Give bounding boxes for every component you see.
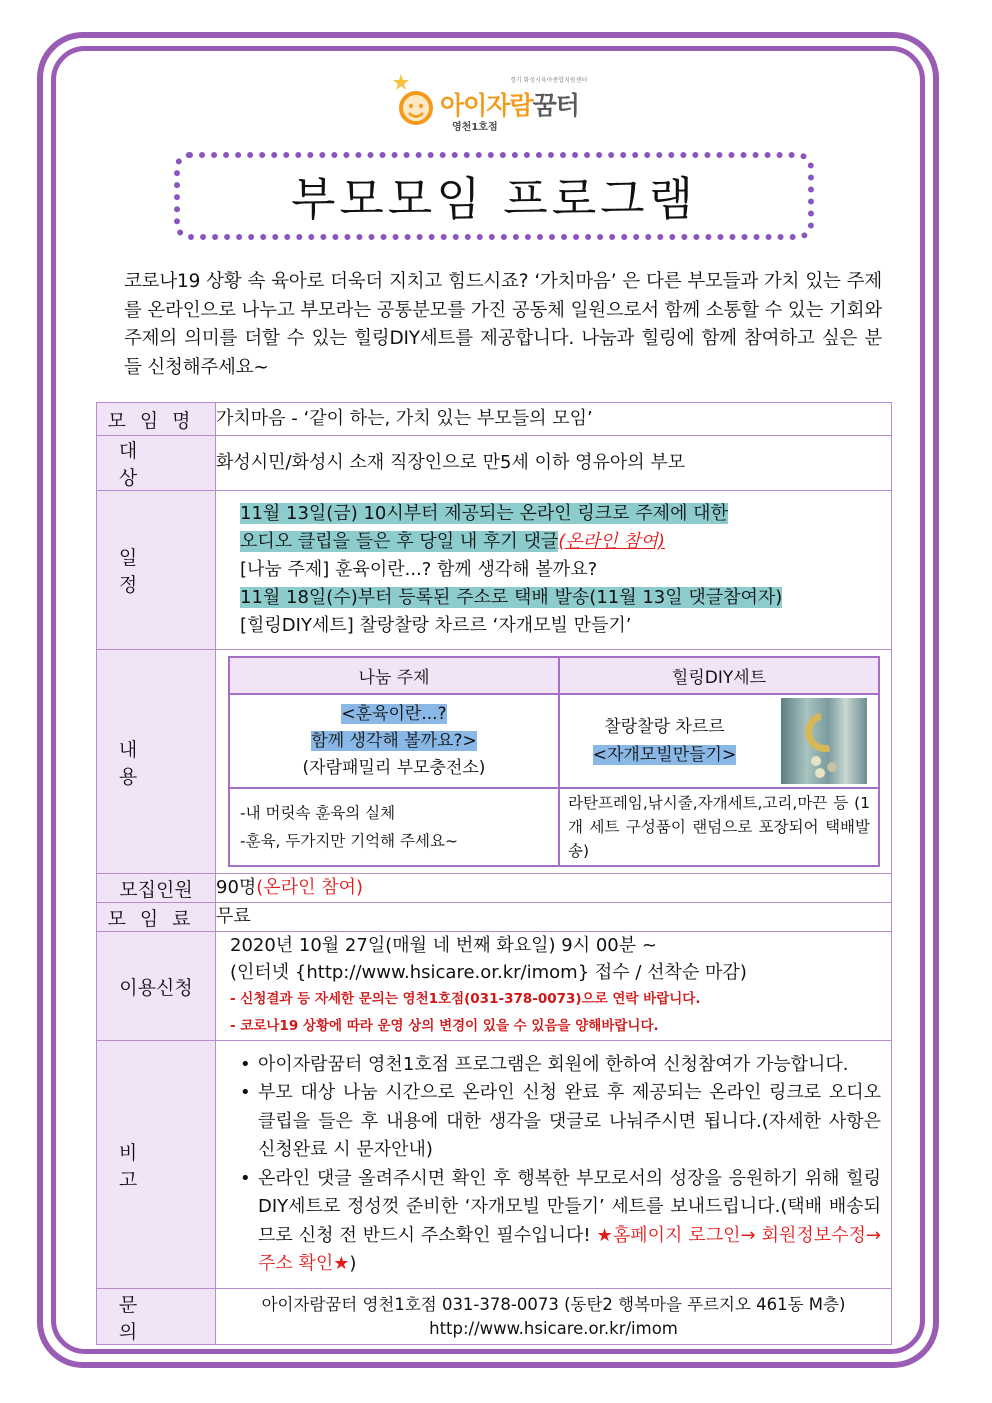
target-value: 화성시민/화성시 소재 직장인으로 만5세 이하 영유아의 부모 bbox=[216, 436, 892, 491]
topic-line2-text: 함께 생각해 볼까요?> bbox=[311, 730, 477, 751]
label-fee: 모임료 bbox=[97, 903, 216, 932]
content-table bbox=[228, 656, 880, 867]
logo-name bbox=[440, 86, 579, 122]
row-schedule bbox=[97, 491, 892, 650]
schedule-line4-rest: 부터 등록된 주소로 택배 발송(11월 13일 댓글참여자) bbox=[357, 587, 783, 608]
contact-url: http://www.hsicare.or.kr/imom bbox=[429, 1318, 678, 1338]
label-target: 대상 bbox=[97, 436, 216, 491]
topic-line2 bbox=[230, 728, 558, 755]
contact-line1: 아이자람꿈터 영천1호점 031-378-0073 (동탄2 행복마을 푸르지오 461동 M층) bbox=[261, 1294, 846, 1314]
diy-image-cell bbox=[769, 694, 879, 788]
schedule-date2: 11월 18일(수) bbox=[240, 587, 358, 608]
schedule-date1: 11월 13일(금) 10시부터 bbox=[240, 503, 439, 524]
label-meeting-name: 모임명 bbox=[97, 403, 216, 436]
recruit-value bbox=[216, 874, 892, 903]
label-remarks: 비고 bbox=[97, 1041, 216, 1289]
info-table bbox=[96, 402, 892, 1345]
diy-line1: 찰랑찰랑 차르르 bbox=[604, 717, 725, 737]
row-target bbox=[97, 436, 892, 491]
apply-note2: - 코로나19 상황에 따라 운영 상의 변경이 있을 수 있음을 양해바랍니다. bbox=[230, 1018, 659, 1034]
diy-line2-text: <자개모빌만들기> bbox=[592, 745, 737, 765]
content-main-row bbox=[229, 694, 879, 788]
schedule-line2-text: 오디오 클립을 들은 후 당일 내 후기 댓글 bbox=[240, 531, 559, 552]
schedule-content bbox=[216, 491, 892, 650]
row-content bbox=[97, 650, 892, 874]
content-header-row bbox=[229, 657, 879, 694]
contact-content bbox=[216, 1289, 892, 1345]
remarks-content bbox=[216, 1041, 892, 1289]
apply-note1: - 신청결과 등 자세한 문의는 영천1호점(031-378-0073)으로 연락 바랍니다. bbox=[230, 991, 701, 1007]
label-apply: 이용신청 bbox=[97, 932, 216, 1041]
apply-line2: (인터넷 {http://www.hsicare.or.kr/imom} 접수 / 선착순 마감) bbox=[230, 962, 747, 983]
remark-item3-text: 온라인 댓글 올려주시면 확인 후 행복한 부모로서의 성장을 응원하기 위해 힐링DIY세트로 정성껏 준비한 ‘자개모빌 만들기’ 세트를 보내드립니다.(택배 배송되므로 신청 전 반드시 주소확인 필수입니다! bbox=[258, 1167, 881, 1246]
header-topic: 나눔 주제 bbox=[229, 657, 559, 694]
diy-description: 라탄프레임,낚시줄,자개세트,고리,마끈 등 (1개 세트 구성품이 랜덤으로 포장되어 택배발송) bbox=[559, 788, 879, 866]
schedule-line1-rest: 제공되는 온라인 링크로 주제에 대한 bbox=[438, 503, 728, 524]
header-diy: 힐링DIY세트 bbox=[559, 657, 879, 694]
content-detail-row bbox=[229, 788, 879, 866]
logo-name-part1: 아이자람 bbox=[440, 91, 533, 120]
remark-item3 bbox=[242, 1165, 881, 1279]
row-contact bbox=[97, 1289, 892, 1345]
label-content: 내용 bbox=[97, 650, 216, 874]
remark-item1: • 아이자람꿈터 영천1호점 프로그램은 회원에 한하여 신청참여가 가능합니다. bbox=[242, 1051, 881, 1080]
meeting-name-value: 가치마음 - ‘같이 하는, 가치 있는 부모들의 모임’ bbox=[216, 403, 892, 436]
schedule-line5: [힐링DIY세트] 찰랑찰랑 차르르 ‘자개모빌 만들기’ bbox=[240, 615, 632, 636]
page-title: 부모모임 프로그램 bbox=[290, 172, 698, 226]
row-apply bbox=[97, 932, 892, 1041]
topic-points-cell bbox=[229, 788, 559, 866]
schedule-line3: [나눔 주제] 훈육이란...? 함께 생각해 볼까요? bbox=[240, 559, 598, 580]
recruit-online-note: (온라인 참여) bbox=[256, 877, 364, 898]
logo-tagline: 경기 화성시육아종합지원센터 bbox=[510, 77, 588, 84]
topic-point2: -훈육, 두가지만 기억해 주세요~ bbox=[240, 832, 458, 850]
topic-point1: -내 머릿속 훈육의 실체 bbox=[240, 804, 396, 822]
label-contact: 문의 bbox=[97, 1289, 216, 1345]
schedule-line1 bbox=[240, 500, 891, 528]
title-box bbox=[174, 152, 814, 240]
apply-content bbox=[216, 932, 892, 1041]
logo-name-part2: 꿈터 bbox=[532, 91, 579, 120]
apply-line1: 2020년 10월 27일(매월 네 번째 화요일) 9시 00분 ~ bbox=[230, 935, 657, 956]
online-participation-note: (온라인 참여) bbox=[558, 531, 665, 552]
topic-line1 bbox=[230, 701, 558, 728]
recruit-number: 90명 bbox=[216, 877, 257, 898]
logo-child-icon bbox=[392, 72, 440, 134]
fee-value: 무료 bbox=[216, 903, 892, 932]
diy-cell bbox=[559, 694, 769, 788]
label-schedule: 일정 bbox=[97, 491, 216, 650]
row-fee bbox=[97, 903, 892, 932]
topic-line3: (자람패밀리 부모충전소) bbox=[302, 757, 486, 778]
schedule-line4 bbox=[240, 584, 891, 612]
row-remarks bbox=[97, 1041, 892, 1289]
logo bbox=[392, 72, 622, 134]
row-recruit bbox=[97, 874, 892, 903]
logo-branch: 영천1호점 bbox=[452, 122, 498, 133]
content-cell bbox=[216, 650, 892, 874]
schedule-line2 bbox=[240, 528, 891, 556]
intro-paragraph: 코로나19 상황 속 육아로 더욱더 지치고 힘드시죠? ‘가치마음’ 은 다른 부모들과 가치 있는 주제를 온라인으로 나누고 부모라는 공통분모를 가진 공동체 일원으로서 함께 소통할 수 있는 기회와 주제의 의미를 더할 수 있는 힐링DIY세트를 제공합니다. 나눔과 힐링에 함께 참여하고 싶은 분들 신청해주세요~ bbox=[124, 271, 882, 378]
diy-line2 bbox=[560, 741, 769, 769]
remark-item3-end: ) bbox=[349, 1253, 357, 1274]
label-recruit: 모집인원 bbox=[97, 874, 216, 903]
remarks-list bbox=[222, 1051, 881, 1279]
topic-line1-text: <훈육이란...? bbox=[341, 703, 447, 724]
mother-of-pearl-mobile-image bbox=[781, 698, 867, 784]
row-meeting-name bbox=[97, 403, 892, 436]
address-check-steps: ★홈페이지 로그인→ 회원정보수정→ 주소 확인★ bbox=[258, 1224, 881, 1274]
topic-cell bbox=[229, 694, 559, 788]
remark-item2: • 부모 대상 나눔 시간으로 온라인 신청 완료 후 제공되는 온라인 링크로 오디오 클립을 들은 후 내용에 대한 생각을 댓글로 나눠주시면 됩니다.(자세한 사항은 신청완료 시 문자안내) bbox=[242, 1079, 881, 1165]
